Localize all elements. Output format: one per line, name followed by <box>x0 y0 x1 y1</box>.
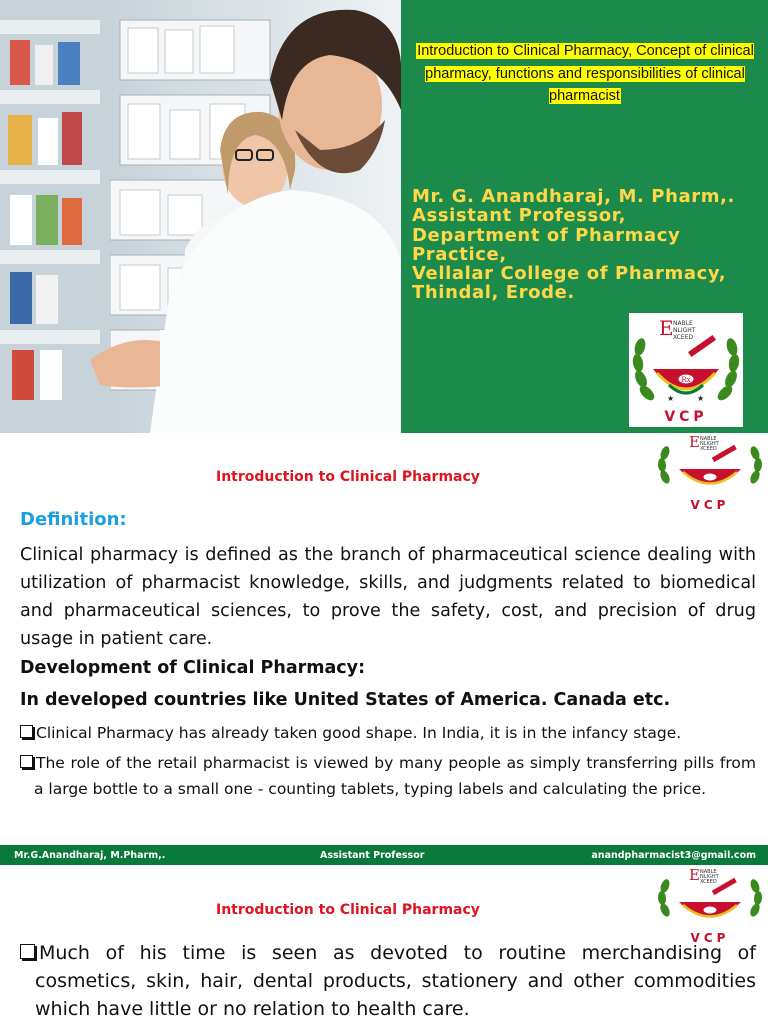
footer-bar <box>0 845 768 865</box>
college-logo <box>629 313 743 427</box>
svg-text:NABLE: NABLE <box>700 869 717 875</box>
logo-rx-text: Rx <box>681 376 691 384</box>
logo-initials: VCP <box>690 498 730 512</box>
svg-text:E: E <box>659 316 674 340</box>
checkbox-bullet-icon <box>20 944 35 959</box>
bullet-item <box>20 720 756 746</box>
college-logo-small <box>653 866 767 946</box>
checkbox-bullet-icon <box>20 725 33 738</box>
countries-heading: In developed countries like United States of America. Canada etc. <box>20 690 671 710</box>
footer-role: Assistant Professor <box>320 850 425 861</box>
svg-text:XCEED: XCEED <box>700 446 717 452</box>
svg-text:NLIGHT: NLIGHT <box>700 441 719 447</box>
pharmacists-photo <box>0 0 401 433</box>
svg-text:E: E <box>689 866 700 884</box>
checkbox-bullet-icon <box>20 755 33 768</box>
slide-title-text: Introduction to Clinical Pharmacy, Concept of clinical pharmacy, functions and responsibilities of clinical pharmacist <box>417 43 754 104</box>
title-slide <box>0 0 768 433</box>
college-logo-small <box>653 433 767 513</box>
bullet-text: Much of his time is seen as devoted to routine merchandising of cosmetics, skin, hair, dental products, stationery and other commodities which have little or no relation to health care. <box>35 942 756 1020</box>
bullet-item <box>20 750 756 802</box>
svg-text:XCEED: XCEED <box>673 334 694 341</box>
footer-email: anandpharmacist3@gmail.com <box>591 850 756 861</box>
footer-name: Mr.G.Anandharaj, M.Pharm,. <box>14 850 166 861</box>
slide3-heading: Introduction to Clinical Pharmacy <box>216 902 480 918</box>
logo-initials: VCP <box>690 931 730 945</box>
development-heading: Development of Clinical Pharmacy: <box>20 658 366 678</box>
author-block: Mr. G. Anandharaj, M. Pharm,. Assistant Professor, Department of Pharmacy Practice, Vellalar College of Pharmacy, Thindal, Erode. <box>412 186 735 304</box>
svg-text:★: ★ <box>667 394 675 403</box>
svg-text:XCEED: XCEED <box>700 879 717 885</box>
slide-title <box>404 40 766 108</box>
slide2-heading: Introduction to Clinical Pharmacy <box>216 469 480 485</box>
svg-text:NLIGHT: NLIGHT <box>673 327 696 334</box>
bullet-item <box>20 939 756 1023</box>
svg-text:NABLE: NABLE <box>700 436 717 442</box>
bullet-text: The role of the retail pharmacist is viewed by many people as simply transferring pills from a large bottle to a small one - counting tablets, typing labels and calculating the price. <box>34 754 756 798</box>
logo-initials: VCP <box>664 409 708 425</box>
bullet-text: Clinical Pharmacy has already taken good shape. In India, it is in the infancy stage. <box>36 724 682 742</box>
svg-text:★: ★ <box>697 394 705 403</box>
svg-text:NLIGHT: NLIGHT <box>700 874 719 880</box>
definition-text: Clinical pharmacy is defined as the branch of pharmaceutical science dealing with utilization of pharmacist knowledge, skills, and judgments related to biomedical and pharmaceutical sciences, to prove the safety, cost, and precision of drug usage in patient care. <box>20 545 756 649</box>
definition-label: Definition: <box>20 509 127 530</box>
logo-motto: NABLE <box>673 320 693 327</box>
svg-text:E: E <box>689 433 700 451</box>
